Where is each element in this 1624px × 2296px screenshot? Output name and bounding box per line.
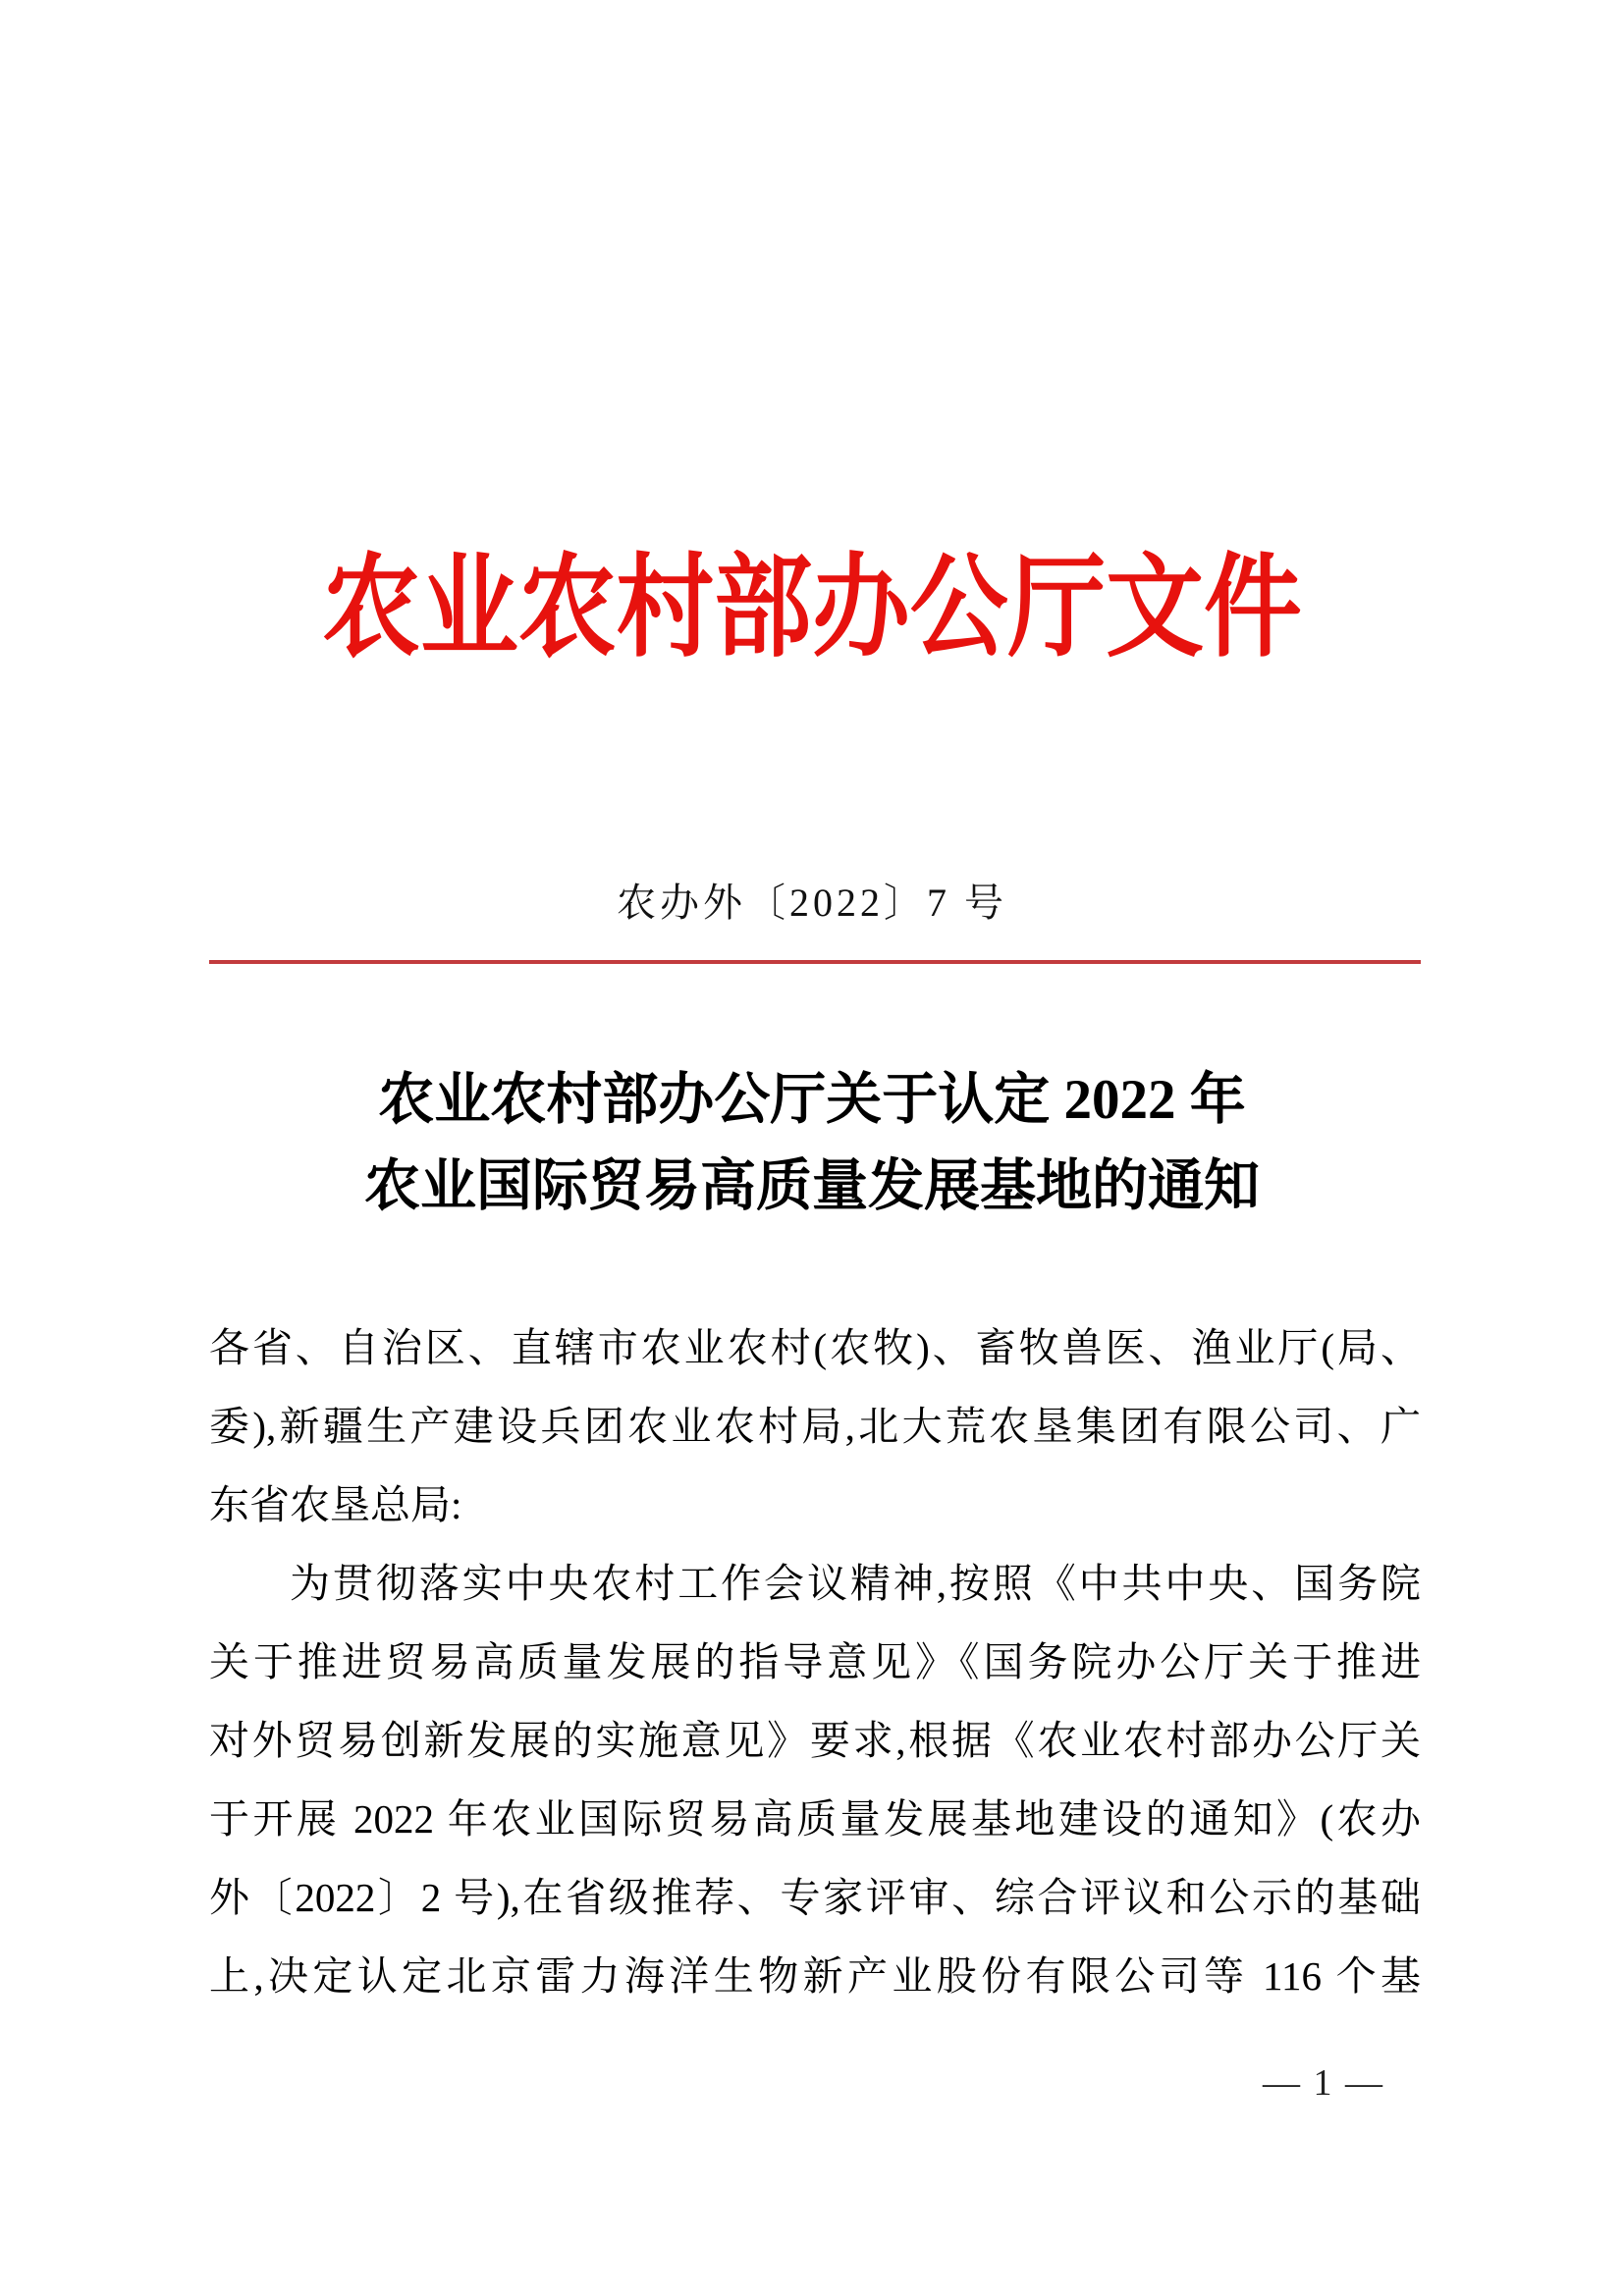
body-line-2: 委),新疆生产建设兵团农业农村局,北大荒农垦集团有限公司、广	[209, 1404, 1421, 1449]
body-line-3: 东省农垦总局:	[209, 1482, 462, 1527]
body-line-5: 关于推进贸易高质量发展的指导意见》《国务院办公厅关于推进	[209, 1639, 1421, 1684]
body-text	[209, 1308, 1421, 2015]
notice-title	[0, 1057, 1624, 1230]
document-number: 农办外〔2022〕7 号	[617, 881, 1007, 925]
letterhead-title	[0, 535, 1624, 682]
notice-title-line1: 农业农村部办公厅关于认定 2022 年	[378, 1069, 1246, 1131]
body-line-1: 各省、自治区、直辖市农业农村(农牧)、畜牧兽医、渔业厅(局、	[209, 1325, 1421, 1370]
body-line-7: 于开展 2022 年农业国际贸易高质量发展基地建设的通知》(农办	[209, 1796, 1421, 1842]
page-number: — 1 —	[1263, 2062, 1384, 2104]
letterhead-title-text: 农业农村部办公厅文件	[322, 546, 1302, 670]
body-line-8: 外〔2022〕2 号),在省级推荐、专家评审、综合评议和公示的基础	[209, 1875, 1421, 1920]
body-line-6: 对外贸易创新发展的实施意见》要求,根据《农业农村部办公厅关	[209, 1718, 1421, 1763]
body-line-9: 上,决定认定北京雷力海洋生物新产业股份有限公司等 116 个基	[209, 1953, 1421, 1999]
body-line-4: 为贯彻落实中央农村工作会议精神,按照《中共中央、国务院	[290, 1561, 1421, 1606]
red-divider-line	[209, 960, 1421, 964]
notice-title-line2: 农业国际贸易高质量发展基地的通知	[364, 1155, 1260, 1217]
